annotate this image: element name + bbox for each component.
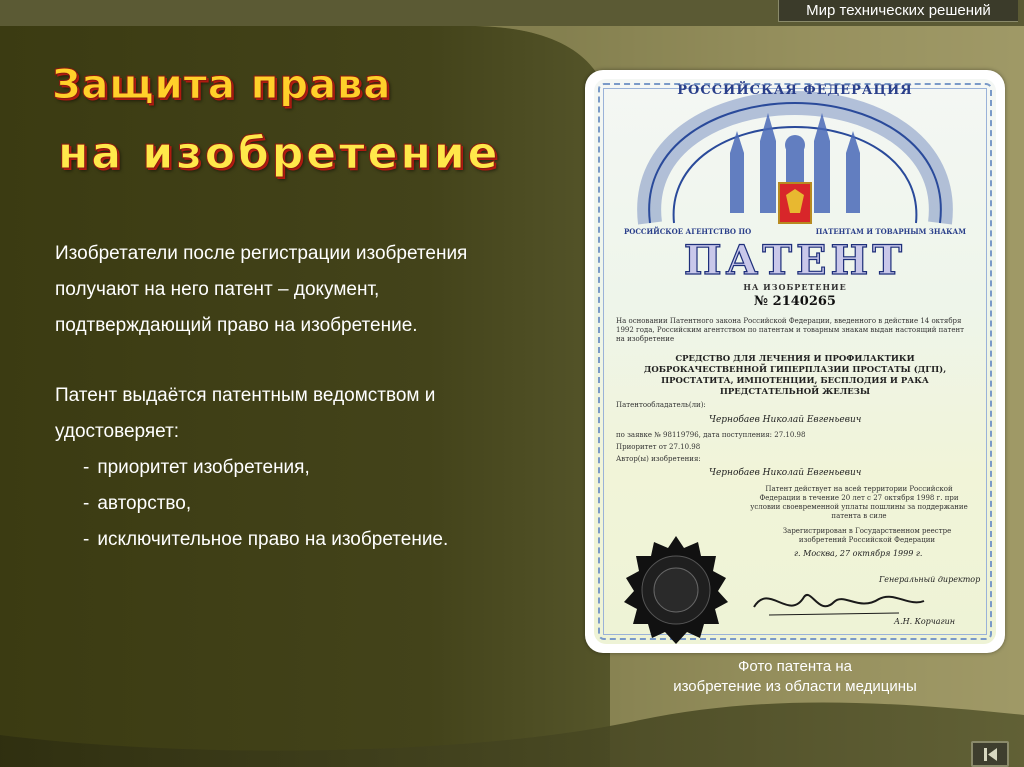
first-slide-icon [973,743,1007,765]
title-line-1: Защита права [52,62,392,108]
paragraph-1-line: Изобретатели после регистрации изобретения [55,243,468,264]
caption-line: Фото патента на [738,658,852,675]
patent-application: по заявке № 98119796, дата поступления: 27.10.98 [616,431,806,439]
paragraph-1-line: подтверждающий право на изобретение. [55,315,418,336]
bullet-text: авторство, [97,493,192,514]
photo-caption [640,657,950,697]
bullet-item [83,450,575,486]
patent-validity: Патент действует на всей территории Российской Федерации в течение 20 лет с 27 октября 1998 г. при условии своевременной уплаты пошлины за поддержание патента в силе [750,485,968,520]
paragraph-1-line: получают на него патент – документ, [55,279,380,300]
title-line-2: на изобретение [58,128,501,179]
body-text [55,236,575,558]
paragraph-2-line: Патент выдаётся патентным ведомством и [55,385,436,406]
kremlin-crest-icon [610,83,980,243]
patent-invention-title: СРЕДСТВО ДЛЯ ЛЕЧЕНИЯ И ПРОФИЛАКТИКИ ДОБРОКАЧЕСТВЕННОЙ ГИПЕРПЛАЗИИ ПРОСТАТЫ (ДГП), ПРОСТАТИТА, ИМПОТЕНЦИИ, БЕСПЛОДИЯ И РАКА ПРЕДСТАТЕЛЬНОЙ ЖЕЛЕЗЫ [643,354,947,397]
patent-owner-label: Патентообладатель(ли): [616,401,706,409]
site-label: Мир технических решений [778,0,1018,22]
bullet-text: приоритет изобретения, [97,457,310,478]
patent-priority: Приоритет от 27.10.98 [616,443,701,451]
patent-country: РОССИЙСКАЯ ФЕДЕРАЦИЯ [677,83,913,98]
bullet-item [83,486,575,522]
bullet-item [83,522,575,558]
patent-authors-label: Автор(ы) изобретения: [616,455,701,463]
bullet-dash: - [83,457,90,478]
patent-director-name: А.Н. Корчагин [894,617,956,626]
patent-registered: Зарегистрирован в Государственном реестре изобретений Российской Федерации [782,527,952,544]
bullet-text: исключительное право на изобретение. [97,529,449,550]
patent-agency-left: РОССИЙСКОЕ АГЕНТСТВО ПО [624,227,752,236]
patent-agency-right: ПАТЕНТАМ И ТОВАРНЫМ ЗНАКАМ [815,227,966,236]
patent-intro: На основании Патентного закона Российской Федерации, введенного в действие 14 октября 1992 года, Российским агентством по патентам и товарным знакам выдан настоящий патент на изобретение [616,317,965,343]
patent-document [594,79,996,644]
first-slide-button[interactable] [971,741,1009,767]
patent-photo [585,70,1005,653]
patent-director-title: Генеральный директор [879,575,981,584]
seal-icon [616,534,736,644]
patent-author-name: Чернобаев Николай Евгеньевич [709,468,862,478]
paragraph-2-line: удостоверяет: [55,421,180,442]
patent-place-date: г. Москва, 27 октября 1999 г. [794,549,923,558]
patent-title: ПАТЕНТ [683,237,907,284]
patent-subtitle: НА ИЗОБРЕТЕНИЕ [743,282,847,292]
bullet-dash: - [83,529,90,550]
caption-line: изобретение из области медицины [673,678,917,695]
bullet-dash: - [83,493,90,514]
patent-number: № 2140265 [754,294,836,309]
patent-owner-name: Чернобаев Николай Евгеньевич [709,415,862,425]
bullet-list [83,450,575,558]
